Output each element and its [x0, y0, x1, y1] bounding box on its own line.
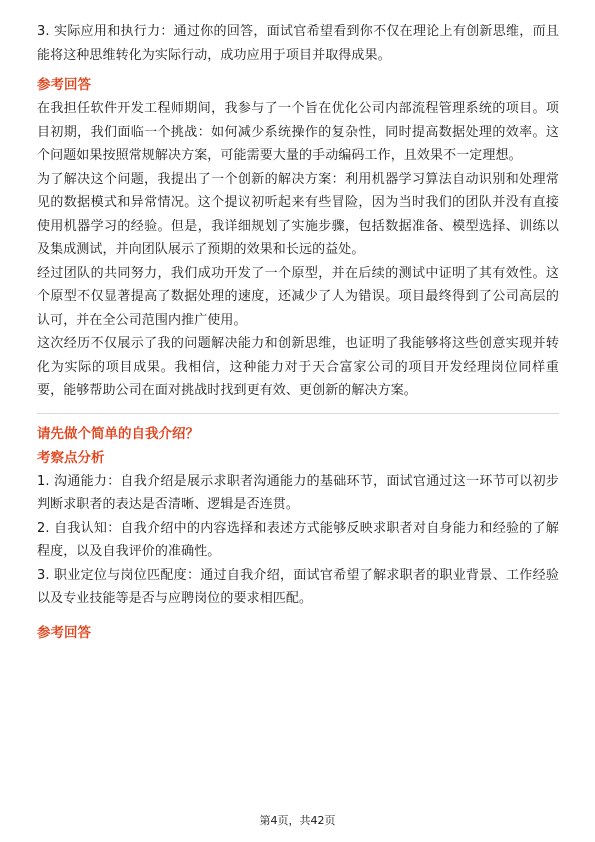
analysis-item-2: 2. 自我认知：自我介绍中的内容选择和表述方式能够反映求职者对自身能力和经验的了解程度，以及自我评价的准确性。	[37, 520, 559, 559]
page-content	[37, 20, 559, 645]
prev-analysis-item-3: 3. 实际应用和执行力：通过你的回答，面试官希望看到你不仅在理论上有创新思维，而且能将这种思维转化为实际行动，成功应用于项目并取得成果。	[37, 24, 559, 63]
question-title: 请先做个简单的自我介绍？	[37, 425, 199, 442]
page-number: 第4页，共42页	[259, 814, 336, 827]
answer-paragraph-3: 经过团队的共同努力，我们成功开发了一个原型，并在后续的测试中证明了其有效性。这个原型不仅显著提高了数据处理的速度，还减少了人为错误。项目最终得到了公司高层的认可，并在全公司范围内推广使用。	[37, 265, 559, 328]
analysis-item-3: 3. 职业定位与岗位匹配度：通过自我介绍，面试官希望了解求职者的职业背景、工作经验以及专业技能等是否与应聘岗位的要求相匹配。	[37, 567, 559, 606]
answer-paragraph-4: 这次经历不仅展示了我的问题解决能力和创新思维，也证明了我能够将这些创意实现并转化为实际的项目成果。我相信，这种能力对于天合富家公司的项目开发经理岗位同样重要，能够帮助公司在面对挑战时找到更有效、更创新的解决方案。	[37, 336, 559, 398]
analysis-item-1: 1. 沟通能力：自我介绍是展示求职者沟通能力的基础环节，面试官通过这一环节可以初步判断求职者的表达是否清晰、逻辑是否连贯。	[37, 473, 559, 512]
section-divider	[37, 413, 559, 414]
analysis-heading: 考察点分析	[37, 449, 105, 466]
prev-answer-heading: 参考回答	[37, 77, 91, 93]
answer-paragraph-2: 为了解决这个问题，我提出了一个创新的解决方案：利用机器学习算法自动识别和处理常见的数据模式和异常情况。这个提议初听起来有些冒险，因为当时我们的团队并没有直接使用机器学习的经验。但是，我详细规划了实施步骤，包括数据准备、模型选择、训练以及集成测试，并向团队展示了预期的效果和长远的益处。	[37, 171, 559, 257]
answer-paragraph-1: 在我担任软件开发工程师期间，我参与了一个旨在优化公司内部流程管理系统的项目。项目初期，我们面临一个挑战：如何减少系统操作的复杂性，同时提高数据处理的效率。这个问题如果按照常规解决方案，可能需要大量的手动编码工作，且效果不一定理想。	[37, 101, 559, 163]
next-answer-heading: 参考回答	[37, 624, 91, 641]
